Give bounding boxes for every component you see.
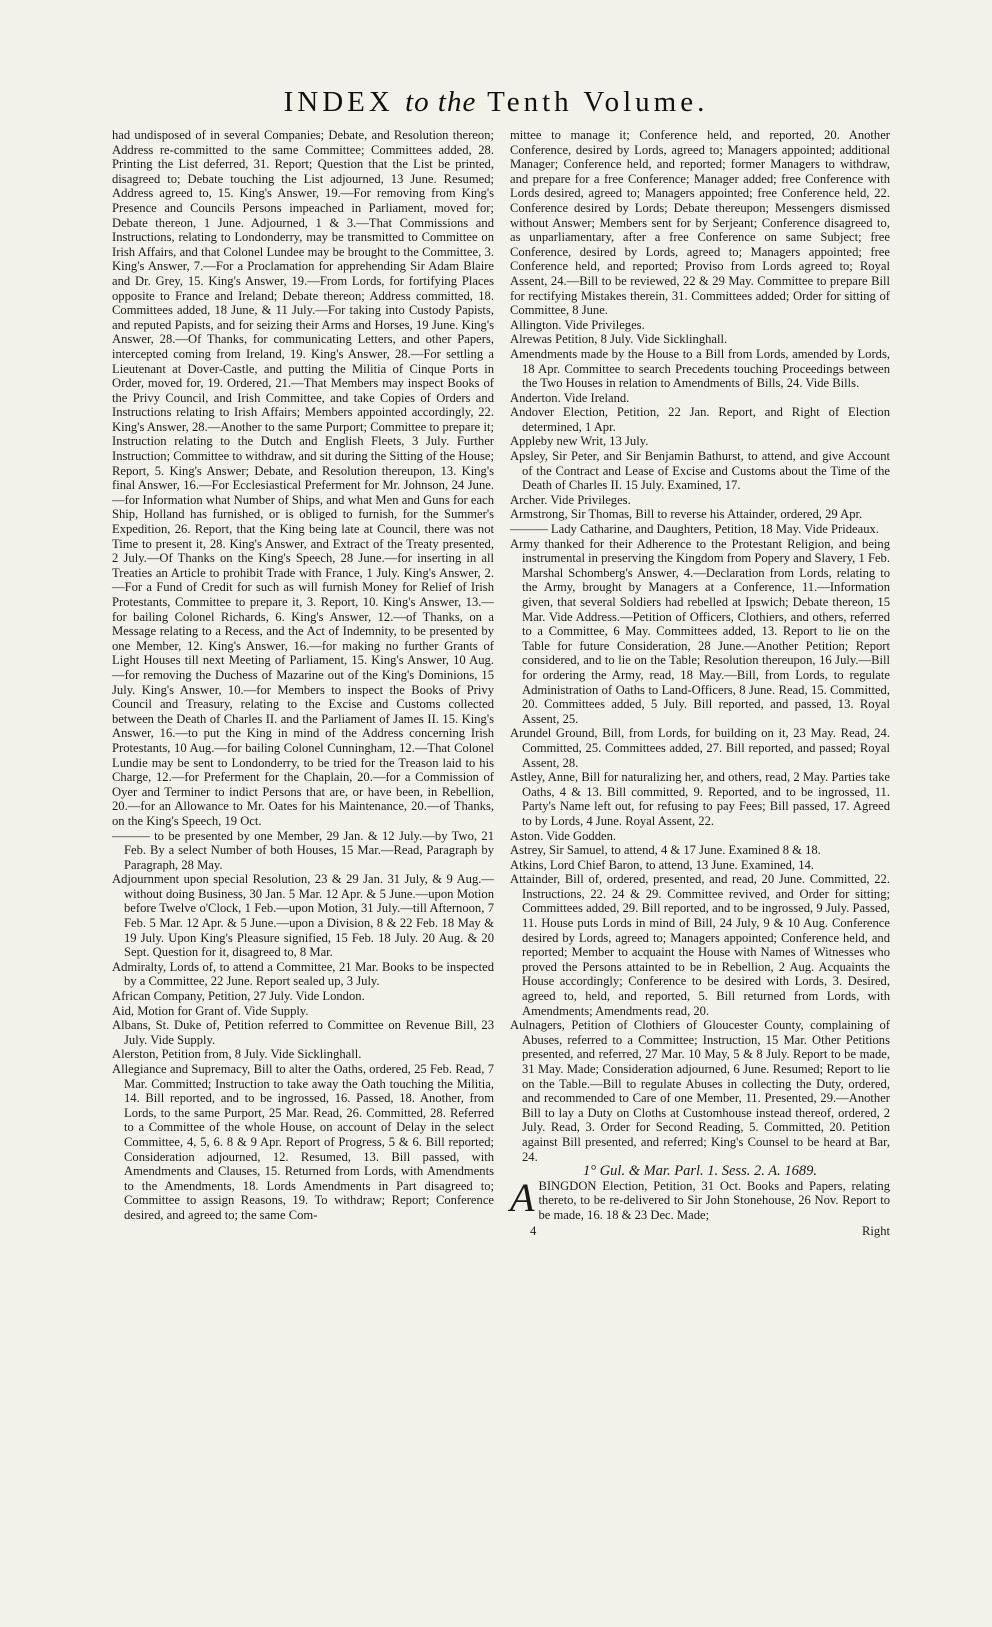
index-entry: Anderton. Vide Ireland. bbox=[510, 390, 630, 405]
index-entry: Admiralty, Lords of, to attend a Committee, 21 Mar. Books to be inspected by a Committee, 22 June. Report sealed up, 3 July. bbox=[112, 959, 494, 989]
index-entry: Atkins, Lord Chief Baron, to attend, 13 June. Examined, 14. bbox=[510, 857, 814, 872]
index-entry: Attainder, Bill of, ordered, presented, and read, 20 June. Committed, 22. Instructions, 22. 24 & 29. Committee revived, and Order for sitting; Committees added, 29. Bill reported, and to be ingrossed, 9 July. Passed, 11. House puts Lords in mind of Bill, 24 July, 9 & 10 Aug. Conference desired by Lords, agreed to; Managers appointed; Conference held, and reported; Member to acquaint the House with Names of Witnesses who proved the Persons attainted to be in Rebellion, 2 Aug. Acquaints the House accordingly; Conference to be desired with Lords, 3. Desired, agreed to, held, and reported, 5. Bill returned from Lords, with Amendments; Amendments read, 20. bbox=[510, 872, 890, 1018]
signature-mark: 4 bbox=[530, 1223, 537, 1238]
header-volume: Tenth Volume. bbox=[487, 86, 709, 118]
index-entry: Arundel Ground, Bill, from Lords, for building on it, 23 May. Read, 24. Committed, 25. Committees added, 27. Bill reported, and passed; Royal Assent, 28. bbox=[510, 726, 890, 770]
header-index: INDEX bbox=[283, 86, 394, 118]
section-entry-text: BINGDON Election, Petition, 31 Oct. Books and Papers, relating thereto, to be re-delivered to Sir John Stonehouse, 26 Nov. Report to be made, 16. 18 & 23 Dec. Made; bbox=[538, 1178, 890, 1222]
index-entry: had undisposed of in several Companies; Debate, and Resolution thereon; Address re-committed to the same Committee; Committees added, 28. Printing the List deferred, 31. Report; Question that the List be printed, disagreed to; Debate touching the List adjourned, 13 June. Resumed; Address agreed to, 15. King's Answer, 19.—For removing from King's Presence and Councils Persons impeached in Parliament, moved for; Debate thereon, 1 June. Adjourned, 1 & 3.—That Commissions and Instructions, relating to Londonderry, may be transmitted to Committee on Irish Affairs, and that Colonel Lundee may be brought to the Committee, 3. King's Answer, 7.—For a Proclamation for apprehending Sir Adam Blaire and Dr. Grey, 15. King's Answer, 19.—From Lords, for fortifying Places opposite to France and Ireland; Debate thereon; Address committed, 18. Committees added, 18 June, & 11 July.—For taking into Custody Papists, and reputed Papists, and for seizing their Arms and Horses, 19 June. King's Answer, 28.—Of Thanks, for communicating Letters, and other Papers, intercepted coming from Ireland, 19. King's Answer, 28.—For settling a Lieutenant at Dover-Castle, and putting the Militia of Cinque Ports in Order, moved for, 19. Ordered, 21.—That Members may inspect Books of the Privy Council, and Irish Committee, and take Copies of Orders and Instructions relating to Irish Affairs; Members appointed accordingly, 22. King's Answer, 28.—Another to the same Purport; Committee to prepare it; Instruction relating to the Dutch and English Fleets, 3 July. Further Instruction; Committee to withdraw, and sit during the Sitting of the House; Report, 5. King's Answer; Debate, and Resolution thereupon, 13. King's final Answer, 16.—For Ecclesiastical Preferment for Mr. Johnson, 24 June.—for Information what Number of Ships, and what Men and Guns for each Ship, Holland has furnished, or is obliged to furnish, for the Summer's Expedition, 26. Report, that the King being late at Council, there was not Time to present it, 28. King's Answer, and Extract of the Treaty presented, 2 July.—Of Thanks on the King's Speech, 28 June.—for inserting in all Treaties an Article to prohibit Trade with France, 1 July. King's Answer, 2.—For a Fund of Credit for such as will furnish Money for Relief of Irish Protestants, Committee to prepare it, 3. Report, 10. King's Answer, 13.—for bailing Colonel Richards, 6. King's Answer, 12.—of Thanks, on a Message relating to a Recess, and the Act of Indemnity, to be presented by one Member, 12. King's Answer, 16.—for making no further Grants of Light Houses till next Meeting of Parliament, 15. King's Answer, 10 Aug.—for removing the Duchess of Mazarine out of the King's Dominions, 15 July. King's Answer, 10.—for Members to inspect the Books of Privy Council and Treasury, relating to the Excise and Customs collected between the Death of Charles II. and the Parliament of James II. 15. King's Answer, 16.—to put the King in mind of the Address concerning Irish Protestants, 10 Aug.—for bailing Colonel Cunningham, 12.—That Colonel Lundie may be sent to Londonderry, to be tried for the Treason laid to his Charge, 12.—for Preferment for the Chaplain, 20.—for a Commission of Oyer and Terminer to indict Persons that are, or have been, in Rebellion, 20.—for an Allowance to Mr. Oates for his Maintenance, 20.—of Thanks, on the King's Speech, 19 Oct. bbox=[112, 128, 494, 828]
page-header bbox=[0, 86, 992, 119]
index-entry: Astrey, Sir Samuel, to attend, 4 & 17 June. Examined 8 & 18. bbox=[510, 843, 821, 858]
index-entry: Alrewas Petition, 8 July. Vide Sicklinghall. bbox=[510, 332, 728, 347]
section-first-entry bbox=[510, 1174, 890, 1223]
index-entry: Allington. Vide Privileges. bbox=[510, 317, 645, 332]
page-foot bbox=[510, 1224, 890, 1239]
index-entry: Aston. Vide Godden. bbox=[510, 828, 617, 843]
index-entry: Astley, Anne, Bill for naturalizing her, and others, read, 2 May. Parties take Oaths, 4 & 13. Bill committed, 9. Reported, and to be ingrossed, 11. Party's Name left out, for refusing to pay Fees; Bill passed, 17. Agreed to by Lords, 4 June. Royal Assent, 22. bbox=[510, 770, 890, 828]
index-entry: African Company, Petition, 27 July. Vide London. bbox=[112, 989, 365, 1004]
index-entry: Archer. Vide Privileges. bbox=[510, 492, 631, 507]
index-entry: ——— Lady Catharine, and Daughters, Petition, 18 May. Vide Prideaux. bbox=[510, 522, 879, 537]
left-column bbox=[112, 128, 494, 1223]
index-entry: Adjournment upon special Resolution, 23 & 29 Jan. 31 July, & 9 Aug.—without doing Business, 30 Jan. 5 Mar. 12 Apr. & 5 June.—upon Motion before Twelve o'Clock, 1 Feb.—upon Motion, 31 July.—till Afternoon, 7 Feb. 5 Mar. 12 Apr. & 5 June.—upon a Division, 8 & 22 Feb. 18 May & 19 July. Upon King's Pleasure signified, 15 Feb. 18 July. 20 Aug. & 20 Sept. Question for it, disagreed to, 8 Mar. bbox=[112, 872, 494, 960]
index-entry: Army thanked for their Adherence to the Protestant Religion, and being instrumental in preserving the Kingdom from Popery and Slavery, 1 Feb. Marshal Schomberg's Answer, 4.—Declaration from Lords, relating to the Army, brought by Managers at a Conference, 11.—Information given, that several Soldiers had rebelled at Ipswich; Debate thereon, 15 Mar. Vide Address.—Petition of Officers, Clothiers, and others, referred to a Committee, 6 May. Committees added, 13. Report to lie on the Table for future Consideration, 28 June.—Another Petition; Report considered, and to lie on the Table; Resolution thereupon, 16 July.—Bill for ordering the Army, read, 18 May.—Bill, from Lords, to regulate Administration of Oaths to Land-Officers, 8 June. Read, 15. Committed, 20. Committees added, 5 July. Bill reported, and passed, 13. Royal Assent, 25. bbox=[510, 536, 890, 726]
index-entry: mittee to manage it; Conference held, and reported, 20. Another Conference, desired by Lords, agreed to; Managers appointed; additional Manager; Conference held, and reported; former Managers to withdraw, and prepare for a free Conference; Manager added; free Conference with Lords desired, agreed to; Managers appointed; free Conference held, 22. Conference desired by Lords; Debate thereupon; Messengers dismissed without Answer; Members sent for by Serjeant; Conference disagreed to, as unparliamentary, after a free Conference on same Subject; free Conference, desired by Lords, agreed to; Managers appointed; free Conference held, and reported; Proviso from Lords agreed to; Royal Assent, 24.—Bill to be reviewed, 22 & 29 May. Committee to prepare Bill for rectifying Mistakes therein, 31. Committees added; Order for sitting of Committee, 8 June. bbox=[510, 128, 890, 318]
right-column bbox=[510, 128, 890, 1238]
index-entry: Aulnagers, Petition of Clothiers of Gloucester County, complaining of Abuses, referred to a Committee; Instruction, 15 Mar. Other Petitions presented, and referred, 27 Mar. 10 May, 5 & 8 July. Report to be made, 31 May. Made; Consideration adjourned, 6 June. Resumed; Report to lie on the Table.—Bill to regulate Abuses in collecting the Duty, ordered, and recommended to Care of one Member, 11. Presented, 29.—Another Bill to lay a Duty on Cloths at Customhouse instead thereof, ordered, 2 July. Read, 3. Order for Second Reading, 5. Committed, 20. Petition against Bill presented, and referred; King's Counsel to be heard at Bar, 24. bbox=[510, 1018, 890, 1164]
index-entry: Amendments made by the House to a Bill from Lords, amended by Lords, 18 Apr. Committee to search Precedents touching Proceedings between the Two Houses in relation to Amendments of Bills, 24. Vide Bills. bbox=[510, 346, 890, 391]
session-heading: 1° Gul. & Mar. Parl. 1. Sess. 2. A. 1689. bbox=[583, 1163, 817, 1180]
index-entry: Aid, Motion for Grant of. Vide Supply. bbox=[112, 1003, 309, 1018]
drop-cap: A bbox=[510, 1174, 535, 1220]
index-entry: Apsley, Sir Peter, and Sir Benjamin Bathurst, to attend, and give Account of the Contract and Lease of Excise and Customs about the Time of the Death of Charles II. 15 July. Examined, 17. bbox=[510, 449, 890, 493]
header-to-the: to the bbox=[405, 86, 477, 118]
index-entry: Armstrong, Sir Thomas, Bill to reverse his Attainder, ordered, 29 Apr. bbox=[510, 507, 863, 522]
catchword: Right bbox=[862, 1223, 890, 1238]
index-entry: Appleby new Writ, 13 July. bbox=[510, 434, 649, 449]
index-entry: Allegiance and Supremacy, Bill to alter the Oaths, ordered, 25 Feb. Read, 7 Mar. Committed; Instruction to take away the Oath touching the Militia, 14. Bill reported, and to be ingrossed, 16. Passed, 18. Another, from Lords, to the same Purport, 25 Mar. Read, 26. Committed, 28. Referred to a Committee of the whole House, on account of Delay in the select Committee, 4, 5, 6. 8 & 9 Apr. Report of Progress, 5 & 6. Bill reported; Consideration adjourned, 12. Resumed, 13. Bill passed, with Amendments and Clauses, 15. Returned from Lords, with Amendments to the Amendments, 18. Lords Amendments in Part disagreed to; Committee to assign Reasons, 19. To withdraw; Report; Conference desired, and agreed to; the same Com- bbox=[112, 1062, 494, 1222]
index-entry: Alerston, Petition from, 8 July. Vide Sicklinghall. bbox=[112, 1047, 362, 1062]
index-entry: Albans, St. Duke of, Petition referred to Committee on Revenue Bill, 23 July. Vide Supply. bbox=[112, 1018, 494, 1047]
index-entry: Andover Election, Petition, 22 Jan. Report, and Right of Election determined, 1 Apr. bbox=[510, 405, 890, 434]
index-entry: ——— to be presented by one Member, 29 Jan. & 12 July.—by Two, 21 Feb. By a select Number of both Houses, 15 Mar.—Read, Paragraph by Paragraph, 28 May. bbox=[112, 828, 494, 872]
